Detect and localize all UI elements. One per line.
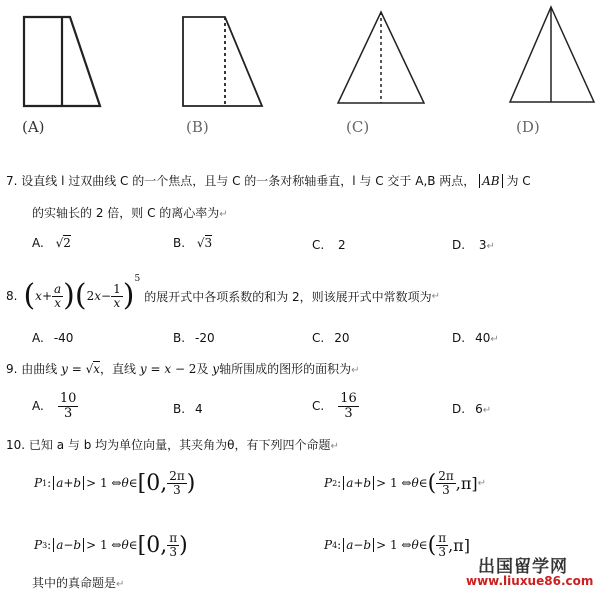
figure-label-a: (A) (22, 118, 45, 136)
q9-option-d: D. 6↵ (452, 402, 492, 416)
q7-option-b (173, 236, 212, 250)
q8-number: 8. (6, 289, 18, 303)
q7-option-a (32, 236, 71, 250)
sqrt-icon: √ (196, 236, 205, 250)
q10-text: 已知 a 与 b 均为单位向量，其夹角为θ，有下列四个命题 (28, 438, 331, 452)
q7-option-c-letter: C. (312, 238, 325, 252)
q10-footer: 其中的真命题是↵ (32, 576, 125, 590)
q7-option-b-value: 3 (204, 236, 213, 250)
return-mark-icon: ↵ (431, 290, 441, 302)
figure-a (24, 17, 100, 106)
q9-text-a: 由曲线 (21, 362, 58, 376)
q10-line (6, 436, 339, 453)
q9-option-b: B. 4 (173, 402, 203, 416)
q8-exponent: 5 (134, 274, 141, 284)
figure-label-c: (C) (346, 118, 370, 136)
return-mark-icon: ↵ (482, 405, 492, 416)
q9-line: 9. 由曲线 y = √x，直线 y = x − 2及 y轴所围成的图形的面积为↵ (6, 362, 360, 376)
figure-label-d: (D) (516, 118, 540, 136)
left-paren-icon: ( (23, 278, 36, 313)
q7-option-a-value: 2 (63, 236, 71, 250)
q10-p3-fraction: $\frac{\pi}{3}$ (169, 530, 178, 559)
q9-number: 9. (6, 362, 18, 376)
return-mark-icon: ↵ (486, 241, 495, 252)
return-mark-icon: ↵ (116, 579, 125, 590)
q8-fraction-2: $\frac{1}{x}$ (113, 281, 121, 310)
q7-line2 (32, 204, 228, 221)
q10-p1-fraction: $\frac{2\pi}{3}$ (169, 468, 185, 497)
return-mark-icon: ↵ (330, 441, 339, 452)
q9-option-c: C. $\frac{16}{3}$ (312, 391, 357, 421)
figure-d (510, 7, 594, 102)
q8-option-d: D. 40↵ (452, 331, 499, 345)
q7-text1: 设直线 l 过双曲线 C 的一个焦点，且与 C 的一条对称轴垂直，l 与 C 交于 A,B 两点， (21, 174, 476, 188)
q7-text2: 的实轴长的 2 倍，则 C 的离心率为 (32, 206, 220, 220)
q7-line1 (6, 172, 531, 189)
sqrt-icon: √ (55, 236, 64, 250)
q7-option-d-value: 3 (478, 238, 487, 252)
q8-fraction-1: $\frac{a}{x}$ (54, 281, 62, 310)
return-mark-icon: ↵ (477, 477, 486, 489)
q9-option-a-fraction: $\frac{10}{3}$ (59, 391, 77, 421)
q7-option-c-value: 2 (338, 238, 346, 252)
return-mark-icon: ↵ (219, 209, 228, 220)
q8-option-a: A. -40 (32, 331, 74, 345)
return-mark-icon: ↵ (351, 365, 360, 376)
q7-number: 7. (6, 174, 18, 188)
q9-option-c-fraction: $\frac{16}{3}$ (340, 391, 357, 421)
q7-ab: AB (479, 174, 502, 188)
q7-option-d-letter: D. (452, 238, 466, 252)
q8-line: 8. ( x + $\frac{a}{x}$ ) ( 2 x − $\frac{1}{x}$ ) 5 的展开式中各项系数的和为 2，则该展开式中常数项为 ↵ (6, 274, 441, 313)
q10-p4-fraction: $\frac{\pi}{3}$ (438, 530, 447, 559)
q10-proposition-1: P 1 : a+b > 1 ⇔ θ ∈ [0, $\frac{2\pi}{3}$ ) (34, 468, 196, 497)
q10-p2-fraction: $\frac{2\pi}{3}$ (438, 468, 454, 497)
right-paren-icon: ) (122, 278, 135, 313)
right-paren-icon: ) (63, 278, 75, 313)
q7-option-b-letter: B. (173, 236, 186, 250)
q10-proposition-2: P 2 : a+b > 1 ⇔ θ ∈ ( $\frac{2\pi}{3}$ ,π] ↵ (324, 468, 486, 497)
watermark-logo-text: 出国留学网 (478, 557, 568, 577)
q8-x1: x (35, 289, 42, 303)
q8-text: 的展开式中各项系数的和为 2，则该展开式中常数项为 (144, 289, 432, 304)
q7-option-d (452, 238, 495, 252)
q8-option-b: B. -20 (173, 331, 215, 345)
q7-option-a-letter: A. (32, 236, 44, 250)
q10-proposition-3: P 3 : a−b > 1 ⇔ θ ∈ [0, $\frac{\pi}{3}$ ) (34, 530, 188, 559)
left-paren-icon: ( (74, 278, 87, 313)
figure-c (338, 12, 424, 103)
return-mark-icon: ↵ (490, 334, 499, 345)
figure-b (183, 17, 262, 106)
figure-label-b: (B) (186, 118, 209, 136)
q10-proposition-4: P 4 : a−b > 1 ⇔ θ ∈ ( $\frac{\pi}{3}$ ,π] (324, 530, 470, 559)
q7-option-c (312, 238, 346, 252)
watermark-url: www.liuxue86.com (466, 574, 594, 588)
q9-option-a: A. $\frac{10}{3}$ (32, 391, 77, 421)
q8-option-c: C. 20 (312, 331, 350, 345)
q10-number: 10. (6, 438, 26, 452)
q7-text1b: 为 C (506, 174, 531, 188)
